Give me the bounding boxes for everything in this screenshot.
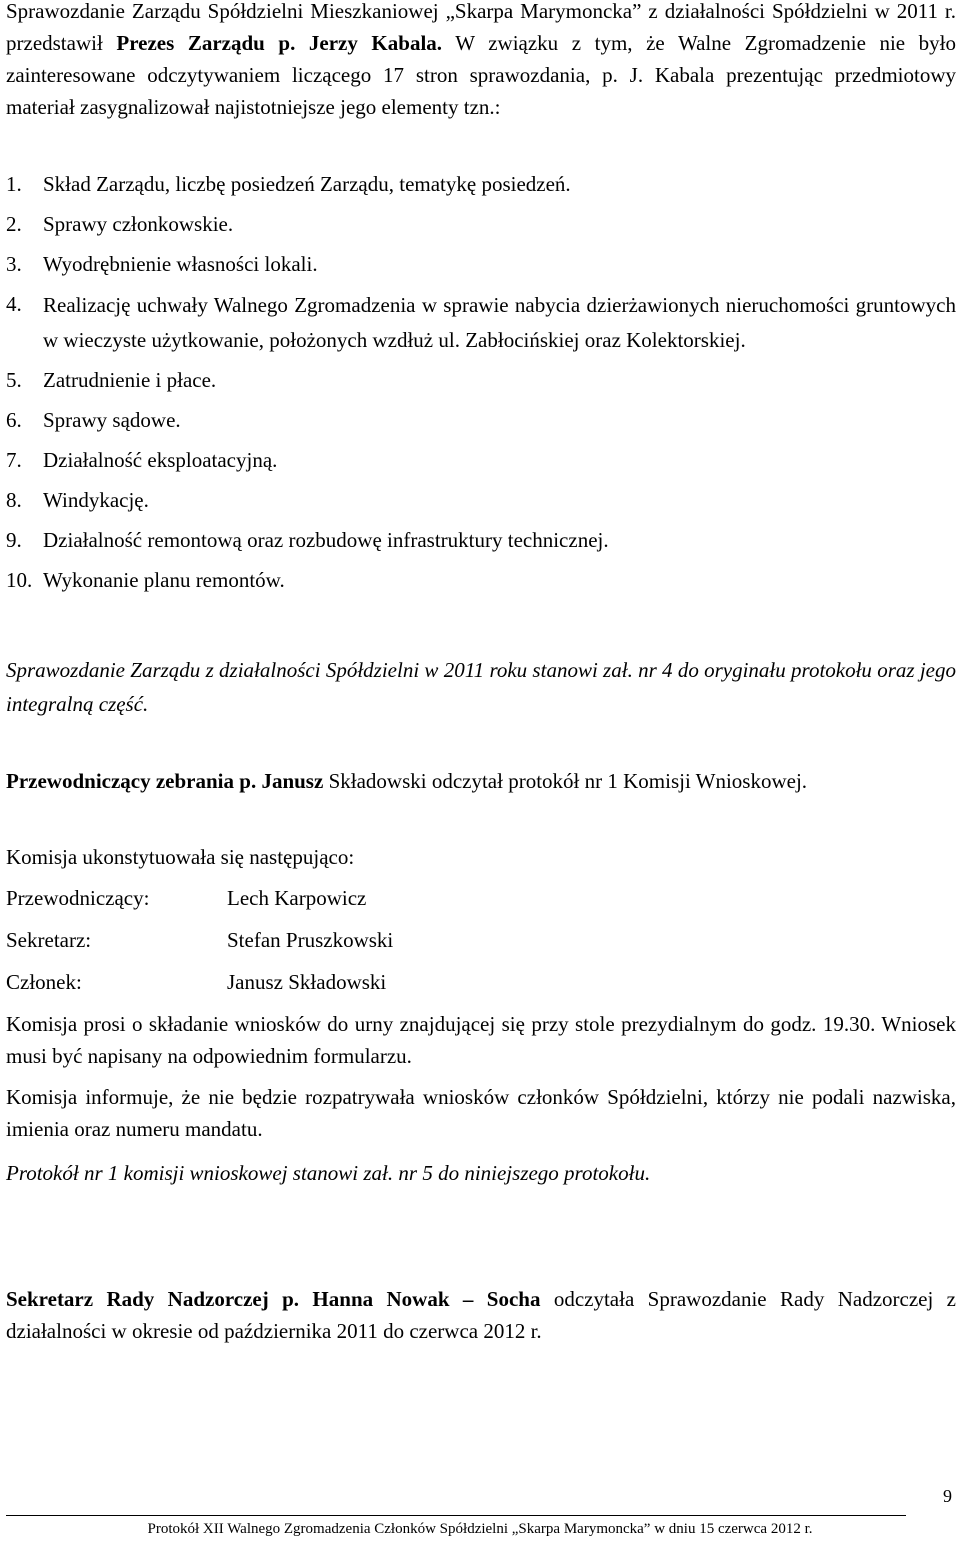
list-item-number: 10. (6, 568, 33, 592)
secretary-text: odczytała Sprawozdanie Rady Nadzorczej z działalności w okresie od października 2011 do czerwca 2012 r. (6, 1287, 957, 1343)
commission-member-role: Członek: (6, 970, 82, 994)
list-item-text: Działalność eksploatacyjną. (43, 448, 278, 472)
report-elements-list (6, 168, 956, 604)
list-item (6, 444, 956, 476)
commission-members (6, 882, 606, 1008)
commission-info-paragraph: Komisja informuje, że nie będzie rozpatrywała wniosków członków Spółdzielni, którzy nie podali nazwiska, imienia oraz numeru mandatu. (6, 1085, 956, 1141)
list-item (6, 484, 956, 516)
list-item-text: Sprawy sądowe. (43, 408, 181, 432)
secretary-paragraph (6, 1283, 956, 1347)
list-item-text: Wyodrębnienie własności lokali. (43, 252, 318, 276)
list-item (6, 288, 956, 358)
list-item (6, 168, 956, 200)
commission-member-name: Janusz Składowski (227, 970, 387, 994)
commission-member-row (6, 882, 606, 924)
list-item-text: Windykację. (43, 488, 149, 512)
list-item-number: 5. (6, 368, 22, 392)
list-item-text: Działalność remontową oraz rozbudowę infrastruktury technicznej. (43, 528, 609, 552)
list-item-number: 2. (6, 212, 22, 236)
report-attachment-note: Sprawozdanie Zarządu z działalności Spółdzielni w 2011 roku stanowi zał. nr 4 do oryginału protokołu oraz jego integralną część. (6, 658, 956, 716)
list-item-text: Realizację uchwały Walnego Zgromadzenia w sprawie nabycia dzierżawionych nieruchomości gruntowych w wieczyste użytkowanie, położonych wzdłuż ul. Zabłocińskiej oraz Kolektorskiej. (43, 293, 956, 352)
commission-member-name: Lech Karpowicz (227, 886, 367, 910)
chairman-text: Składowski odczytał protokół nr 1 Komisji Wnioskowej. (323, 769, 808, 793)
list-item-number: 7. (6, 448, 22, 472)
list-item (6, 404, 956, 436)
page-number: 9 (943, 1486, 952, 1506)
list-item-text: Wykonanie planu remontów. (43, 568, 285, 592)
commission-member-role: Sekretarz: (6, 928, 92, 952)
list-item (6, 524, 956, 556)
list-item-number: 1. (6, 172, 22, 196)
list-item (6, 364, 956, 396)
chairman-bold-name: Janusz (261, 769, 324, 793)
intro-bold-text: Prezes Zarządu p. Jerzy Kabala. (116, 31, 443, 55)
commission-member-name: Stefan Pruszkowski (227, 928, 394, 952)
list-item (6, 564, 956, 596)
commission-member-role: Przewodniczący: (6, 886, 150, 910)
list-item-text: Skład Zarządu, liczbę posiedzeń Zarządu, tematykę posiedzeń. (43, 172, 571, 196)
footer-divider (6, 1515, 906, 1516)
list-item-number: 9. (6, 528, 22, 552)
commission-member-row (6, 966, 606, 1008)
secretary-bold-text: Sekretarz Rady Nadzorczej p. Hanna Nowak – Socha (6, 1287, 541, 1311)
chairman-bold-text: Przewodniczący zebrania p. (6, 769, 257, 793)
list-item-number: 4. (6, 292, 22, 316)
list-item-text: Sprawy członkowskie. (43, 212, 234, 236)
protocol-attachment-note: Protokół nr 1 komisji wnioskowej stanowi zał. nr 5 do niniejszego protokołu. (6, 1161, 651, 1185)
chairman-paragraph (6, 764, 956, 799)
list-item (6, 248, 956, 280)
commission-intro: Komisja ukonstytuowała się następująco: (6, 845, 355, 869)
commission-member-row (6, 924, 606, 966)
list-item-number: 3. (6, 252, 22, 276)
intro-text-part1: Sprawozdanie Zarządu Spółdzielni Mieszkaniowej „Skarpa Marymoncka” z działalności Spółdzielni w 2011 r. przedstawił (6, 0, 956, 55)
list-item-text: Zatrudnienie i płace. (43, 368, 217, 392)
intro-text-part2: W związku z tym, że Walne Zgromadzenie nie było zainteresowane odczytywaniem liczącego 17 stron sprawozdania, p. J. Kabala prezentując przedmiotowy materiał zasygnalizował najistotniejsze jego elementy tzn.: (6, 31, 957, 119)
list-item (6, 208, 956, 240)
list-item-number: 8. (6, 488, 22, 512)
intro-paragraph (6, 0, 956, 123)
commission-request-paragraph: Komisja prosi o składanie wniosków do urny znajdującej się przy stole prezydialnym do godz. 19.30. Wniosek musi być napisany na odpowiednim formularzu. (6, 1012, 956, 1068)
list-item-number: 6. (6, 408, 22, 432)
page-footer: Protokół XII Walnego Zgromadzenia Członków Spółdzielni „Skarpa Marymoncka” w dniu 15 czerwca 2012 r. (147, 1521, 813, 1537)
